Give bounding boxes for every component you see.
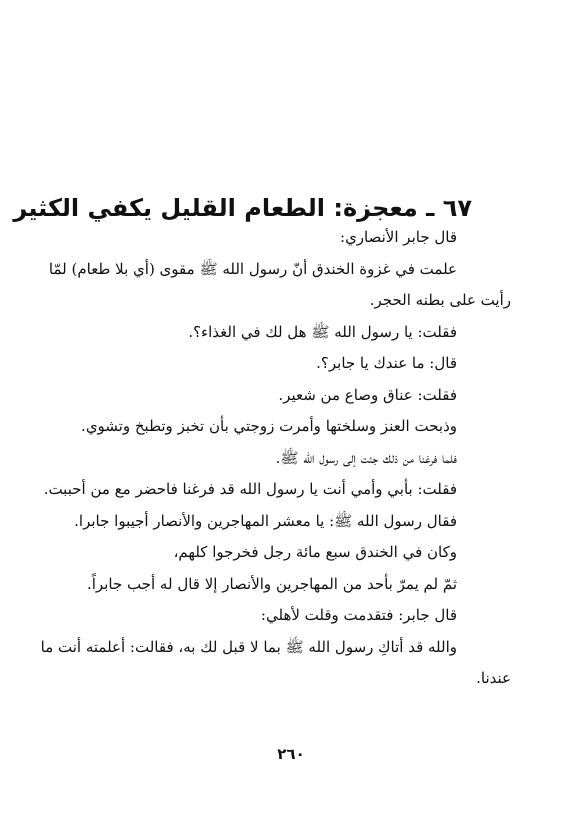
paragraph-line: فقلت: عناق وصاع من شعير.	[278, 385, 457, 404]
paragraph-line: فقال رسول الله ﷺ: يا معشر المهاجرين والأنصار أجيبوا جابرا.	[74, 511, 457, 530]
paragraph-line: ثمّ لم يمرّ بأحد من المهاجرين والأنصار إلا قال له أجب جابراً.	[87, 574, 457, 593]
paragraph	[52, 569, 457, 601]
paragraph	[52, 317, 457, 349]
paragraph-line: فقلت: يا رسول الله ﷺ هل لك في الغذاء؟.	[188, 322, 457, 341]
paragraph	[52, 348, 457, 380]
paragraph	[52, 222, 457, 254]
paragraph	[52, 537, 457, 569]
paragraph	[52, 411, 457, 443]
paragraph-line: رأيت على بطنه الحجر.	[369, 291, 511, 309]
paragraph-line: وكان في الخندق سبع مائة رجل فخرجوا كلهم،	[173, 543, 457, 561]
paragraph-line: قال: ما عندك يا جابر؟.	[316, 354, 457, 372]
paragraph	[52, 380, 457, 412]
paragraph-line: فقلت: بأبي وأمي أنت يا رسول الله قد فرغنا فاحضر مع من أحببت.	[43, 480, 457, 498]
paragraph	[40, 632, 511, 695]
paragraph	[52, 600, 457, 632]
chapter-title: ٦٧ ـ معجزة: الطعام القليل يكفي الكثير	[13, 194, 472, 223]
page-number: ٢٦٠	[277, 745, 305, 763]
paragraph-line: عندنا.	[476, 669, 511, 687]
paragraph-line: فلما فرغنا من ذلك جئت إلى رسول الله ﷺ.	[275, 448, 457, 467]
paragraph-line: قال جابر: فتقدمت وقلت لأهلي:	[260, 606, 457, 624]
paragraph-line: علمت في غزوة الخندق أنّ رسول الله ﷺ مقوى (أي بلا طعام) لمّا	[48, 259, 457, 278]
paragraph	[52, 443, 457, 475]
paragraph-line: وذبحت العنز وسلختها وأمرت زوجتي بأن تخبز وتطبخ وتشوي.	[81, 417, 457, 435]
paragraph-line: قال جابر الأنصاري:	[340, 228, 457, 246]
paragraph	[43, 474, 457, 506]
page-body	[40, 222, 511, 695]
paragraph	[52, 506, 457, 538]
paragraph	[48, 254, 511, 317]
paragraph-line: والله قد أتاكِ رسول الله ﷺ بما لا قبل لك به، فقالت: أعلمته أنت ما	[40, 637, 457, 656]
